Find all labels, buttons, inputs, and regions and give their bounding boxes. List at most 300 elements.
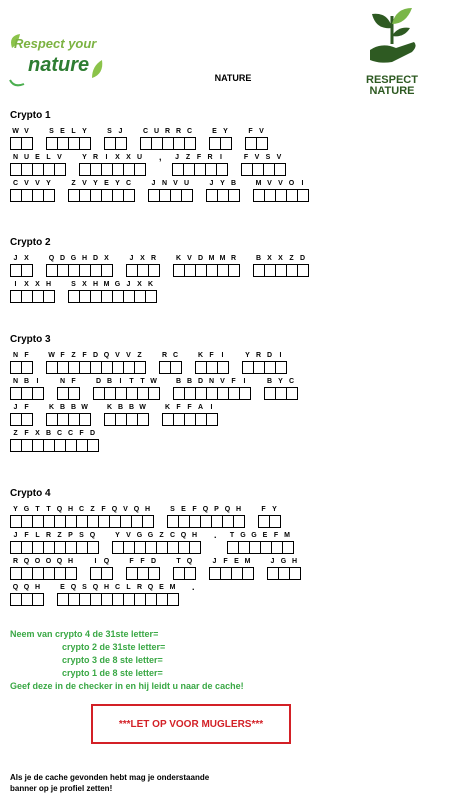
answer-boxes — [242, 361, 286, 374]
footer-note — [10, 772, 310, 794]
answer-boxes — [10, 189, 54, 202]
cipher-letter: F — [24, 404, 29, 411]
cipher-letters — [209, 126, 231, 137]
cipher-word — [10, 279, 54, 305]
cipher-word — [10, 152, 65, 178]
answer-box[interactable] — [189, 541, 201, 554]
cipher-word — [46, 402, 90, 428]
cipher-letter: B — [45, 430, 52, 437]
cipher-letter: X — [35, 430, 40, 437]
answer-box[interactable] — [148, 567, 160, 580]
cipher-letter: E — [60, 584, 65, 591]
cipher-letter: M — [255, 180, 262, 187]
cipher-letter: C — [67, 430, 74, 437]
answer-box[interactable] — [32, 593, 44, 606]
answer-boxes — [267, 567, 300, 580]
cipher-word — [126, 556, 159, 582]
answer-box[interactable] — [101, 567, 113, 580]
respect-nature-logo — [352, 6, 432, 98]
answer-box[interactable] — [269, 515, 281, 528]
cipher-letter: Q — [202, 506, 209, 513]
cipher-word — [241, 152, 285, 178]
cipher-letters — [57, 376, 79, 387]
cipher-word — [10, 126, 32, 152]
answer-box[interactable] — [184, 137, 196, 150]
cipher-word — [267, 556, 300, 582]
cipher-letter: I — [36, 378, 39, 385]
cipher-letter: F — [176, 404, 181, 411]
cipher-letter: R — [175, 128, 182, 135]
answer-box[interactable] — [167, 593, 179, 606]
cipher-letters — [10, 504, 153, 515]
cipher-letter: F — [248, 128, 253, 135]
cipher-letter: X — [267, 255, 272, 262]
cipher-word — [79, 152, 145, 178]
cipher-letter: G — [251, 532, 257, 539]
cipher-word — [68, 279, 156, 305]
answer-box[interactable] — [21, 264, 33, 277]
answer-boxes — [112, 541, 200, 554]
cipher-letter: L — [71, 128, 76, 135]
answer-boxes — [57, 593, 178, 606]
answer-boxes — [46, 137, 90, 150]
cipher-word — [162, 402, 217, 428]
cipher-letter: J — [13, 255, 18, 262]
cipher-letter: I — [105, 154, 108, 161]
crypto-section — [10, 488, 460, 608]
answer-boxes — [253, 264, 308, 277]
cipher-word — [10, 253, 32, 279]
cipher-letter: G — [136, 532, 143, 539]
cipher-letter: V — [259, 128, 264, 135]
answer-boxes — [245, 137, 267, 150]
cipher-letter: D — [150, 558, 157, 565]
answer-box[interactable] — [79, 137, 91, 150]
cipher-letter: F — [231, 378, 236, 385]
crypto-row — [10, 126, 460, 152]
answer-boxes — [173, 264, 239, 277]
answer-boxes — [10, 290, 54, 303]
cipher-letter: S — [79, 532, 84, 539]
answer-boxes — [46, 264, 112, 277]
cipher-letter: Q — [133, 506, 140, 513]
cipher-letters — [258, 504, 280, 515]
answer-box[interactable] — [289, 567, 301, 580]
cipher-letter: F — [82, 352, 87, 359]
warning-text: ***LET OP VOOR MUGLERS*** — [118, 718, 264, 730]
answer-boxes — [209, 567, 253, 580]
cipher-letters — [10, 178, 54, 189]
cipher-letter: D — [197, 378, 204, 385]
cipher-letter: Q — [56, 506, 63, 513]
answer-box[interactable] — [239, 387, 251, 400]
cipher-word — [209, 126, 231, 152]
cipher-letter: J — [151, 180, 156, 187]
cipher-letters — [195, 350, 228, 361]
cipher-letter: I — [119, 378, 122, 385]
cipher-letters — [112, 530, 200, 541]
answer-boxes — [10, 593, 43, 606]
cipher-letter: I — [279, 352, 282, 359]
cipher-letter: Y — [46, 180, 51, 187]
answer-boxes — [264, 387, 297, 400]
cipher-letter: S — [265, 154, 271, 161]
cipher-letter: Y — [93, 180, 98, 187]
answer-box[interactable] — [242, 567, 254, 580]
answer-boxes — [159, 361, 181, 374]
answer-boxes — [93, 387, 159, 400]
answer-box[interactable] — [228, 264, 240, 277]
cipher-letter: R — [92, 154, 99, 161]
cipher-letter: F — [60, 352, 65, 359]
answer-boxes — [79, 163, 145, 176]
cipher-letters — [104, 126, 126, 137]
cipher-letter: F — [129, 558, 134, 565]
cipher-letter: Q — [103, 352, 110, 359]
cipher-word — [10, 376, 43, 402]
cipher-word — [253, 178, 308, 204]
crypto-row — [10, 402, 460, 428]
answer-box[interactable] — [184, 567, 196, 580]
cipher-letters — [209, 556, 253, 567]
cipher-letter: H — [67, 558, 74, 565]
cipher-letter: J — [13, 404, 18, 411]
cipher-letter: Y — [82, 154, 87, 161]
cipher-letters — [242, 350, 286, 361]
answer-box[interactable] — [297, 264, 309, 277]
cipher-word — [195, 350, 228, 376]
cipher-letter: R — [45, 532, 52, 539]
crypto-title: Crypto 3 — [10, 334, 51, 345]
cipher-letter: T — [129, 378, 134, 385]
answer-box[interactable] — [21, 137, 33, 150]
cipher-letters — [10, 279, 54, 290]
cipher-letter: F — [261, 506, 266, 513]
cipher-letter: O — [45, 558, 52, 565]
answer-box[interactable] — [87, 541, 99, 554]
cipher-letter: J — [209, 180, 214, 187]
answer-box[interactable] — [282, 541, 294, 554]
cipher-letters — [227, 530, 293, 541]
cipher-letter: Q — [147, 584, 154, 591]
cipher-letter: N — [208, 378, 215, 385]
logo-nature-text: NATURE — [369, 85, 415, 97]
answer-box[interactable] — [87, 439, 99, 452]
cipher-letter: G — [114, 281, 121, 288]
cipher-letter: Y — [278, 378, 283, 385]
cipher-letter: R — [161, 352, 168, 359]
cipher-letters — [159, 350, 181, 361]
cipher-letter: R — [136, 584, 143, 591]
cipher-letter: I — [221, 352, 224, 359]
cipher-letter: V — [126, 352, 131, 359]
answer-box[interactable] — [170, 361, 182, 374]
crypto-row — [10, 376, 460, 402]
cipher-letter: W — [81, 404, 88, 411]
answer-box[interactable] — [134, 361, 146, 374]
cipher-letter: V — [82, 180, 87, 187]
answer-box[interactable] — [145, 290, 157, 303]
cipher-letter: B — [186, 378, 193, 385]
answer-boxes — [172, 163, 227, 176]
cipher-letter: X — [115, 154, 120, 161]
cipher-letter: E — [212, 128, 217, 135]
cipher-letters — [93, 376, 159, 387]
cipher-letter: F — [24, 532, 29, 539]
answer-box[interactable] — [142, 515, 154, 528]
cipher-letter: B — [230, 180, 237, 187]
answer-box[interactable] — [181, 189, 193, 202]
answer-box[interactable] — [286, 387, 298, 400]
cipher-letters — [126, 556, 159, 567]
answer-box[interactable] — [275, 361, 287, 374]
answer-boxes — [195, 361, 228, 374]
answer-box[interactable] — [297, 189, 309, 202]
cipher-letters — [79, 152, 145, 163]
cipher-letter: V — [115, 352, 120, 359]
cipher-letter: W — [150, 378, 157, 385]
cipher-letter: B — [70, 404, 77, 411]
cipher-letter: G — [280, 558, 287, 565]
answer-box[interactable] — [274, 163, 286, 176]
cipher-word — [104, 402, 148, 428]
cipher-letter: T — [35, 506, 40, 513]
cipher-letter: Z — [185, 154, 191, 161]
cipher-letter: I — [210, 404, 213, 411]
page-title: NATURE — [214, 73, 252, 83]
cipher-letter: W — [12, 128, 19, 135]
cipher-letter: Y — [223, 128, 228, 135]
cipher-letters — [162, 402, 217, 413]
cipher-letters — [167, 504, 244, 515]
cipher-letter: F — [209, 352, 214, 359]
answer-box[interactable] — [220, 137, 232, 150]
answer-box[interactable] — [32, 387, 44, 400]
cipher-letter: Q — [103, 558, 110, 565]
cipher-letter: Y — [220, 180, 225, 187]
answer-boxes — [104, 413, 148, 426]
answer-box[interactable] — [79, 413, 91, 426]
cipher-letter: G — [23, 506, 30, 513]
cipher-letter: L — [46, 154, 51, 161]
cipher-letter: U — [136, 154, 143, 161]
cipher-letter: F — [192, 506, 197, 513]
cipher-letter: F — [187, 404, 192, 411]
cipher-letter: U — [153, 128, 160, 135]
cipher-letter: C — [169, 532, 176, 539]
cipher-letter: O — [288, 180, 295, 187]
cipher-letter: H — [235, 506, 242, 513]
cipher-letter: U — [183, 180, 190, 187]
punctuation — [214, 530, 217, 556]
cipher-letter: M — [103, 281, 110, 288]
cipher-word — [10, 350, 32, 376]
cipher-letter: T — [176, 558, 181, 565]
cipher-letter: N — [161, 180, 168, 187]
cipher-letter: S — [49, 128, 54, 135]
cipher-letter: G — [147, 532, 154, 539]
cipher-letter: R — [164, 128, 171, 135]
cipher-word — [126, 253, 159, 279]
cipher-letters — [46, 402, 90, 413]
cipher-letter: B — [128, 404, 135, 411]
cipher-word — [93, 376, 159, 402]
cipher-letter: W — [139, 404, 146, 411]
answer-box[interactable] — [148, 387, 160, 400]
cipher-letter: Y — [272, 506, 277, 513]
punctuation — [192, 582, 195, 608]
cipher-letter: J — [129, 255, 134, 262]
answer-box[interactable] — [134, 163, 146, 176]
cipher-letter: I — [14, 281, 17, 288]
cipher-letter: X — [24, 281, 29, 288]
cipher-letters — [10, 582, 43, 593]
cipher-letters — [46, 126, 90, 137]
cipher-letters — [10, 402, 32, 413]
answer-box[interactable] — [206, 413, 218, 426]
cipher-letter: F — [24, 352, 29, 359]
cipher-word — [167, 504, 244, 530]
answer-box[interactable] — [123, 189, 135, 202]
cipher-word — [206, 178, 239, 204]
crypto-row — [10, 279, 460, 305]
crypto-row — [10, 428, 460, 454]
answer-boxes — [10, 413, 32, 426]
cipher-letter: K — [197, 352, 204, 359]
cipher-letter: E — [35, 154, 40, 161]
cipher-letter: L — [35, 532, 40, 539]
answer-box[interactable] — [65, 567, 77, 580]
cipher-letter: B — [255, 255, 262, 262]
cipher-letter: J — [212, 558, 217, 565]
crypto-row — [10, 350, 460, 376]
cipher-letter: Q — [180, 532, 187, 539]
cipher-letters — [148, 178, 192, 189]
cipher-letters — [173, 253, 239, 264]
cipher-letter: G — [240, 532, 246, 539]
answer-box[interactable] — [217, 361, 229, 374]
cipher-letters — [10, 350, 32, 361]
cipher-word — [46, 126, 90, 152]
answer-box[interactable] — [115, 137, 127, 150]
cipher-letter: I — [301, 180, 304, 187]
crypto-row — [10, 253, 460, 279]
cipher-letter: Z — [57, 532, 62, 539]
cipher-word — [242, 350, 286, 376]
cipher-letter: F — [24, 430, 29, 437]
answer-boxes — [104, 137, 126, 150]
cipher-letters — [173, 556, 195, 567]
cipher-letter: F — [243, 154, 249, 161]
answer-box[interactable] — [43, 189, 55, 202]
instruction-line-1: Neem van crypto 4 de 31ste letter= — [10, 629, 159, 639]
cipher-word — [258, 504, 280, 530]
crypto-row — [10, 178, 460, 204]
cipher-letter: J — [118, 128, 123, 135]
cipher-letter: J — [126, 281, 131, 288]
answer-boxes — [253, 189, 308, 202]
answer-box[interactable] — [21, 413, 33, 426]
cipher-letter: M — [284, 532, 290, 539]
cipher-letter: D — [92, 255, 99, 262]
crypto-title: Crypto 1 — [10, 110, 51, 121]
cipher-letter: N — [12, 378, 19, 385]
cipher-word — [253, 253, 308, 279]
cipher-word — [173, 376, 250, 402]
cipher-letter: X — [137, 281, 142, 288]
cipher-letters — [57, 582, 178, 593]
cipher-letter: C — [12, 180, 19, 187]
cipher-letter: B — [59, 404, 66, 411]
cipher-letter: H — [34, 584, 41, 591]
answer-box[interactable] — [68, 387, 80, 400]
answer-boxes — [10, 361, 32, 374]
cipher-letter: C — [172, 352, 179, 359]
cipher-letter: X — [104, 255, 109, 262]
cipher-letter: S — [82, 584, 87, 591]
answer-box[interactable] — [216, 163, 228, 176]
cipher-letter: G — [70, 255, 77, 262]
crypto-title: Crypto 2 — [10, 237, 51, 248]
cipher-word — [68, 178, 134, 204]
answer-box[interactable] — [228, 189, 240, 202]
cipher-letter: H — [144, 506, 151, 513]
cipher-letter: V — [24, 180, 29, 187]
cipher-letter: Z — [137, 352, 142, 359]
cipher-letters — [68, 178, 134, 189]
cipher-letter: Y — [115, 180, 120, 187]
answer-boxes — [10, 515, 153, 528]
cipher-letter: E — [181, 506, 186, 513]
answer-box[interactable] — [137, 413, 149, 426]
cipher-letter: F — [71, 378, 76, 385]
cipher-letter: Q — [56, 558, 63, 565]
answer-boxes — [10, 163, 65, 176]
cipher-letter: C — [288, 378, 295, 385]
answer-box[interactable] — [233, 515, 245, 528]
cipher-letter: T — [140, 378, 145, 385]
cipher-letter: F — [223, 558, 228, 565]
cipher-word — [245, 126, 267, 152]
cipher-letter: E — [104, 180, 109, 187]
crypto-title: Crypto 4 — [10, 488, 51, 499]
crypto-row — [10, 582, 460, 608]
cipher-letter: H — [291, 558, 298, 565]
answer-box[interactable] — [101, 264, 113, 277]
cipher-letter: V — [254, 154, 260, 161]
cipher-letter: V — [24, 128, 29, 135]
answer-box[interactable] — [54, 163, 66, 176]
cipher-letter: Q — [92, 584, 99, 591]
answer-box[interactable] — [256, 137, 268, 150]
cipher-letter: N — [12, 352, 19, 359]
answer-box[interactable] — [148, 264, 160, 277]
cipher-letters — [10, 376, 43, 387]
cipher-letter: N — [59, 378, 66, 385]
cipher-letter: J — [270, 558, 275, 565]
cipher-letter: A — [197, 404, 204, 411]
cipher-word — [264, 376, 297, 402]
answer-boxes — [46, 413, 90, 426]
answer-box[interactable] — [43, 290, 55, 303]
answer-boxes — [227, 541, 293, 554]
cipher-letter: J — [175, 154, 179, 161]
answer-boxes — [173, 567, 195, 580]
cipher-letter: Z — [71, 180, 76, 187]
cipher-word — [46, 350, 145, 376]
answer-box[interactable] — [21, 361, 33, 374]
cipher-letters — [46, 253, 112, 264]
